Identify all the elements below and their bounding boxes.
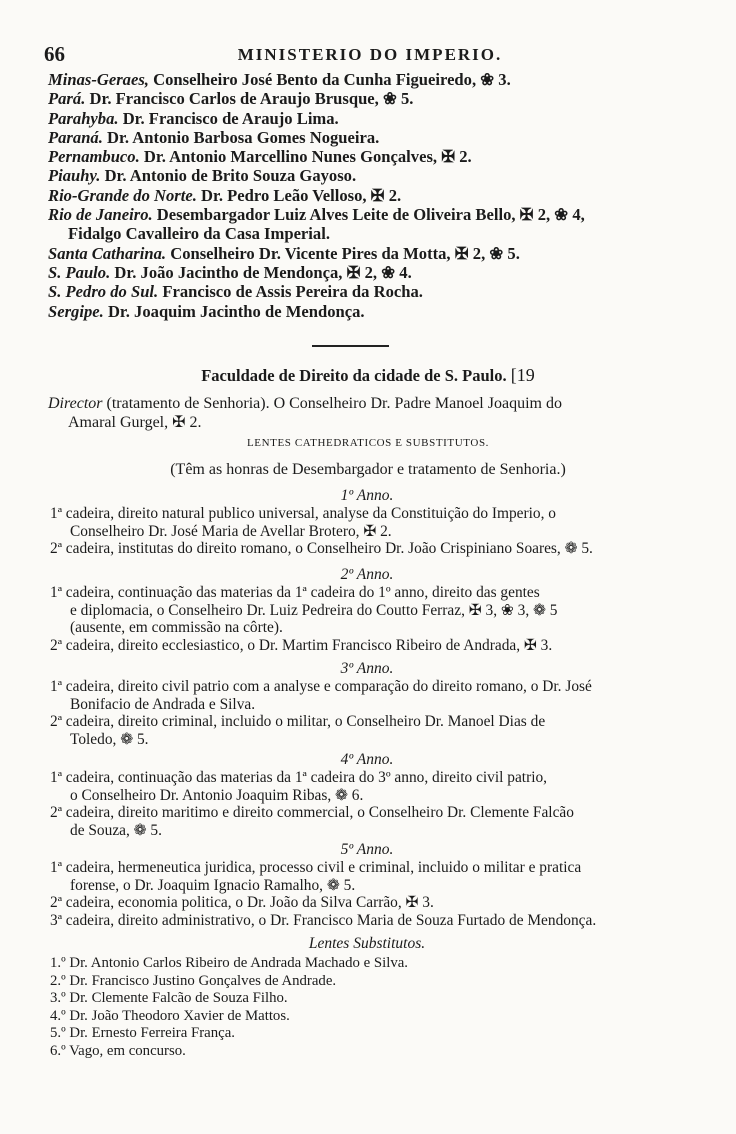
substituto-item: 1.º Dr. Antonio Carlos Ribeiro de Andrada Machado e Silva. — [50, 955, 409, 971]
honras-note: (Têm as honras de Desembargador e tratamento de Senhoria.) — [170, 461, 566, 478]
year-5-block — [50, 840, 684, 929]
year-heading: 4º Anno. — [340, 751, 394, 768]
chair-line: (ausente, em commissão na côrte). — [70, 619, 283, 637]
governor-entry: S. Pedro do Sul. Francisco de Assis Pereira da Rocha. — [48, 282, 423, 302]
year-heading: 5º Anno. — [340, 841, 394, 858]
chair-line: 1ª cadeira, continuação das materias da 1ª cadeira do 3º anno, direito civil patrio, — [50, 769, 548, 786]
governors-list — [48, 70, 680, 321]
governor-entry: Rio de Janeiro. Desembargador Luiz Alves Leite de Oliveira Bello, ✠ 2, ❀ 4, — [48, 205, 585, 225]
year-1-block — [50, 486, 684, 558]
year-heading: 2º Anno. — [340, 566, 394, 583]
chair-line: 1ª cadeira, direito civil patrio com a analyse e comparação do direito romano, o Dr. José — [50, 678, 592, 695]
governor-entry: Pará. Dr. Francisco Carlos de Araujo Brusque, ❀ 5. — [48, 89, 414, 109]
substitutos-heading: Lentes Substitutos. — [308, 935, 426, 952]
substituto-item: 2.º Dr. Francisco Justino Gonçalves de Andrade. — [50, 972, 337, 989]
governor-entry: Minas-Geraes, Conselheiro José Bento da Cunha Figueiredo, ❀ 3. — [48, 70, 511, 89]
chair-line: 2ª cadeira, direito criminal, incluido o militar, o Conselheiro Dr. Manoel Dias de — [50, 713, 546, 731]
governor-entry: Santa Catharina. Conselheiro Dr. Vicente Pires da Motta, ✠ 2, ❀ 5. — [48, 243, 520, 263]
year-4-block — [50, 750, 684, 839]
running-title: MINISTERIO DO IMPERIO. — [237, 45, 503, 64]
page-header — [44, 42, 696, 68]
substituto-item: 3.º Dr. Clemente Falcão de Souza Filho. — [50, 990, 288, 1006]
year-heading: 3º Anno. — [340, 660, 394, 677]
governor-entry: S. Paulo. Dr. João Jacintho de Mendonça, ✠ 2, ❀ 4. — [48, 262, 412, 282]
governor-entry: Piauhy. Dr. Antonio de Brito Souza Gayoso. — [48, 166, 357, 186]
chair-line: Toledo, ❁ 5. — [70, 730, 149, 748]
governor-entry: Rio-Grande do Norte. Dr. Pedro Leão Velloso, ✠ 2. — [48, 185, 402, 205]
chair-line: 2ª cadeira, direito maritimo e direito commercial, o Conselheiro Dr. Clemente Falcão — [50, 804, 574, 822]
year-2-block — [50, 565, 684, 654]
director-entry: Director (tratamento de Senhoria). O Conselheiro Dr. Padre Manoel Joaquim do Amaral Gurgel, ✠ 2. — [48, 395, 562, 431]
chair-line: 2ª cadeira, direito ecclesiastico, o Dr. Martim Francisco Ribeiro de Andrada, ✠ 3. — [50, 636, 553, 654]
substituto-item: 5.º Dr. Ernesto Ferreira França. — [50, 1025, 235, 1041]
governor-entry-continuation: Fidalgo Cavalleiro da Casa Imperial. — [68, 224, 330, 244]
chair-line: 1ª cadeira, hermeneutica juridica, processo civil e criminal, incluido o militar e pratica — [50, 859, 582, 876]
governor-entry: Sergipe. Dr. Joaquim Jacintho de Mendonça. — [48, 301, 365, 321]
chair-line: 3ª cadeira, direito administrativo, o Dr. Francisco Maria de Souza Furtado de Mendonça. — [50, 911, 597, 929]
chair-line: 1ª cadeira, direito natural publico universal, analyse da Constituição do Imperio, o — [50, 505, 556, 522]
lentes-header: LENTES CATHEDRATICOS E SUBSTITUTOS. — [246, 437, 490, 449]
director-label: Director — [48, 395, 103, 412]
chair-line: Bonifacio de Andrada e Silva. — [70, 695, 256, 713]
substitutos-heading-block — [50, 934, 684, 953]
substitutos-list — [50, 955, 408, 1060]
year-3-block — [50, 659, 684, 748]
governor-entry: Pernambuco. Dr. Antonio Marcellino Nunes Gonçalves, ✠ 2. — [48, 147, 472, 167]
chair-line: 1ª cadeira, continuação das materias da 1ª cadeira do 1º anno, direito das gentes — [50, 584, 540, 601]
substituto-item: 6.º Vago, em concurso. — [50, 1042, 186, 1059]
chair-line: Conselheiro Dr. José Maria de Avellar Brotero, ✠ 2. — [70, 522, 392, 540]
governor-entry: Parahyba. Dr. Francisco de Araujo Lima. — [48, 108, 339, 128]
chair-line: 2ª cadeira, institutas do direito romano, o Conselheiro Dr. João Crispiniano Soares, ❁ 5. — [50, 540, 593, 558]
chair-line: e diplomacia, o Conselheiro Dr. Luiz Pedreira do Coutto Ferraz, ✠ 3, ❀ 3, ❁ 5 — [70, 601, 558, 619]
section-divider — [312, 345, 389, 347]
page-number: 66 — [44, 42, 65, 66]
section-title: Faculdade de Direito da cidade de S. Paulo. [19 — [201, 365, 535, 385]
governor-entry: Paraná. Dr. Antonio Barbosa Gomes Nogueira. — [48, 127, 380, 147]
substituto-item: 4.º Dr. João Theodoro Xavier de Mattos. — [50, 1007, 290, 1024]
section-number: [19 — [510, 365, 535, 385]
chair-line: o Conselheiro Dr. Antonio Joaquim Ribas, ❁ 6. — [70, 786, 364, 804]
year-heading: 1º Anno. — [340, 487, 394, 504]
chair-line: de Souza, ❁ 5. — [70, 821, 162, 839]
chair-line: forense, o Dr. Joaquim Ignacio Ramalho, ❁ 5. — [70, 876, 356, 894]
chair-line: 2ª cadeira, economia politica, o Dr. João da Silva Carrão, ✠ 3. — [50, 894, 434, 912]
